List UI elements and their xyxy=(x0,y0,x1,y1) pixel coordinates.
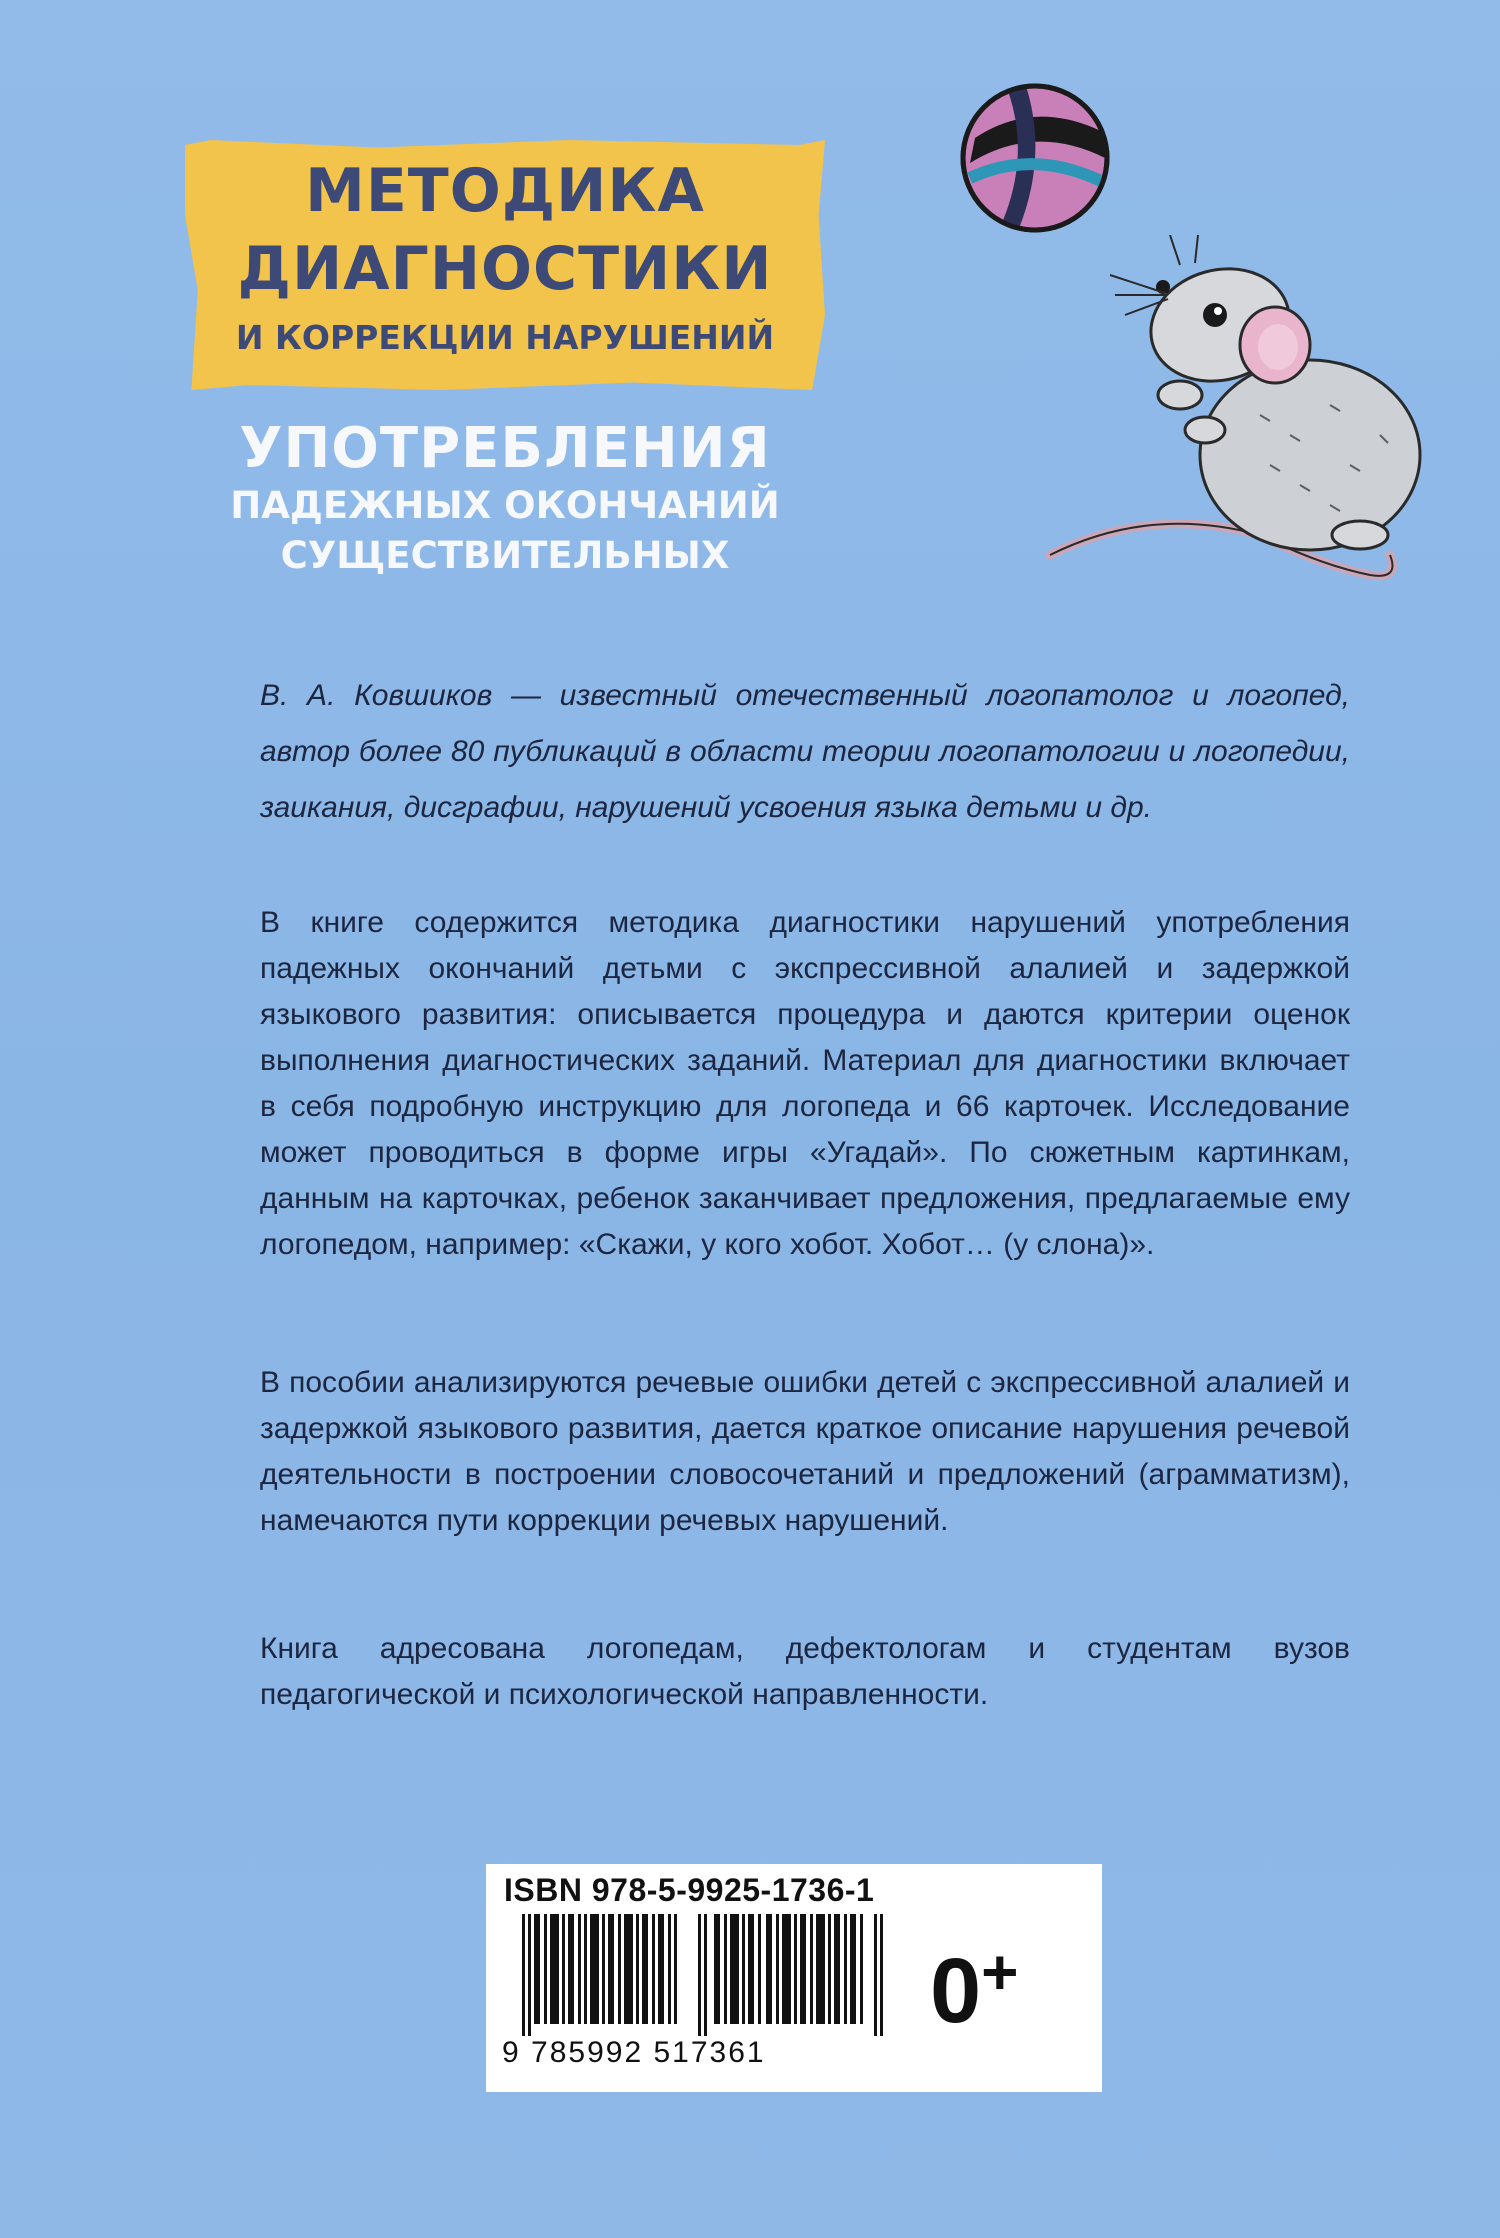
isbn-label: ISBN 978-5-9925-1736-1 xyxy=(504,1872,875,1908)
barcode-digits: 9 785992 517361 xyxy=(502,2036,766,2069)
barcode-icon xyxy=(522,1914,888,2036)
age-rating xyxy=(930,1935,1019,2044)
title-line-1: МЕТОДИКА xyxy=(305,156,705,226)
subtitle-line-2: ПАДЕЖНЫХ ОКОНЧАНИЙ xyxy=(230,484,780,527)
subtitle-line-1: УПОТРЕБЛЕНИЯ xyxy=(239,416,771,481)
author-note: В. А. Ковшиков — известный отечественный логопатолог и логопед, автор более 80 публикаций в области теории логопатологии и логопедии, заикания, дисграфии, нарушений усвоения языка детьми и др. xyxy=(260,679,1350,824)
description-paragraph-1: В книге содержится методика диагностики нарушений употребления падежных окончаний детьми с экспрессивной алалией и задержкой языкового развития: описывается процедура и даются критерии оценок выполнения диагностических заданий. Материал для диагностики включает в себя подробную инструкцию для логопеда и 66 карточек. Исследование может проводиться в форме игры «Угадай». По сюжетным картинкам, данным на карточках, ребенок заканчивает предложения, предлагаемые ему логопедом, например: «Скажи, у кого хобот. Хобот… (у слона)». xyxy=(260,906,1350,1261)
age-rating-plus: + xyxy=(981,1936,1019,2008)
title-line-3: И КОРРЕКЦИИ НАРУШЕНИЙ xyxy=(235,318,775,357)
description-paragraph-3: Книга адресована логопедам, дефектологам и студентам вузов педагогической и психологической направленности. xyxy=(260,1632,1350,1711)
subtitle-line-3: СУЩЕСТВИТЕЛЬНЫХ xyxy=(280,534,730,577)
ball-icon xyxy=(955,78,1115,238)
description-paragraph-2: В пособии анализируются речевые ошибки детей с экспрессивной алалией и задержкой языкового развития, дается краткое описание нарушения речевой деятельности в построении словосочетаний и предложений (аграмматизм), намечаются пути коррекции речевых нарушений. xyxy=(260,1366,1350,1537)
title-line-2: ДИАГНОСТИКИ xyxy=(237,234,773,304)
age-rating-value: 0 xyxy=(930,1940,982,2042)
mouse-icon xyxy=(1030,235,1430,605)
